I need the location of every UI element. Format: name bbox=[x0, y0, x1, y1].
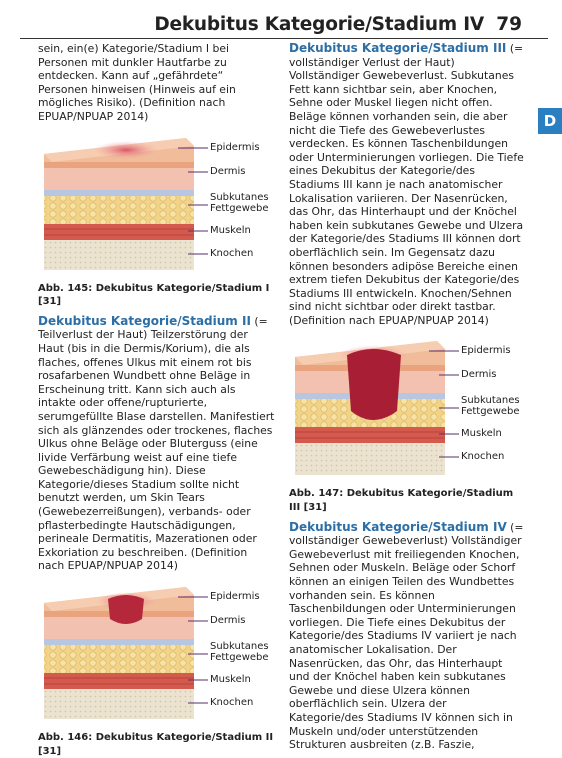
stage-2-paragraph bbox=[38, 315, 276, 573]
label-subcutis-1: Subkutanes bbox=[210, 191, 269, 203]
label-dermis: Dermis bbox=[210, 615, 246, 627]
label-muscle: Muskeln bbox=[210, 224, 251, 236]
label-subcutis-1: Subkutanes bbox=[461, 395, 520, 407]
label-bone: Knochen bbox=[210, 697, 254, 709]
stage-4-paragraph bbox=[289, 521, 524, 752]
label-dermis: Dermis bbox=[461, 369, 497, 381]
label-subcutis-2: Fettgewebe bbox=[210, 652, 269, 664]
label-subcutis-1: Subkutanes bbox=[210, 641, 269, 653]
running-title: Dekubitus Kategorie/Stadium IV bbox=[154, 14, 484, 35]
page-number: 79 bbox=[496, 14, 522, 35]
stage-3-heading: Dekubitus Kategorie/Stadium III bbox=[289, 41, 507, 55]
label-bone: Knochen bbox=[461, 451, 505, 463]
left-column bbox=[38, 42, 276, 758]
label-subcutis-2: Fettgewebe bbox=[461, 406, 520, 418]
label-epidermis: Epidermis bbox=[210, 141, 260, 153]
figure-145 bbox=[38, 130, 276, 280]
label-epidermis: Epidermis bbox=[461, 345, 511, 357]
right-column bbox=[289, 42, 524, 752]
caption-145: Abb. 145: Dekubitus Kategorie/Stadium I [31] bbox=[38, 282, 270, 308]
figure-147 bbox=[289, 333, 527, 485]
page-header bbox=[20, 8, 548, 39]
label-bone: Knochen bbox=[210, 247, 254, 259]
stage-3-paragraph bbox=[289, 42, 524, 327]
label-epidermis: Epidermis bbox=[210, 591, 260, 603]
stage-4-text: (= vollständiger Gewebeverlust) Vollständiger Gewebeverlust mit freiliegenden Knochen, Sehnen oder Muskeln. Beläge oder Schorf können an einigen Teilen des Wundbettes vorhanden sein. Es können Taschenbildungen oder Unterminierungen vorliegen. Die Tiefe eines Dekubitus der Kategorie/des Stadiums IV variiert je nach anatomischer Lokalisation. Der Nasenrücken, das Ohr, das Hinterhaupt und der Knöchel haben kein subkutanes Gewebe und diese Ulzera können oberflächlich sein. Ulzera der Kategorie/des Stadiums IV können sich in Muskeln und/oder unterstützenden Strukturen ausbreiten (z.B. Faszie, bbox=[289, 520, 524, 752]
chapter-tab[interactable]: D bbox=[538, 108, 562, 134]
label-muscle: Muskeln bbox=[210, 674, 251, 686]
label-subcutis-2: Fettgewebe bbox=[210, 202, 269, 214]
caption-146: Abb. 146: Dekubitus Kategorie/Stadium II [31] bbox=[38, 732, 274, 757]
stage-4-heading: Dekubitus Kategorie/Stadium IV bbox=[289, 519, 507, 534]
caption-147: Abb. 147: Dekubitus Kategorie/Stadium III [31] bbox=[289, 488, 514, 514]
stage-2-heading: Dekubitus Kategorie/Stadium II bbox=[38, 313, 251, 328]
label-dermis: Dermis bbox=[210, 165, 246, 177]
stage-3-text: (= vollständiger Verlust der Haut) Vollständiger Gewebeverlust. Subkutanes Fett kann sichtbar sein, aber Knochen, Sehne oder Muskel liegen nicht offen. Beläge können vorhanden sein, die aber nicht die Tiefe des Gewebeverlustes verdecken. Es können Taschenbildungen oder Unterminierungen vorliegen. Die Tiefe eines Dekubitus der Kategorie/des Stadiums III kann je nach anatomischer Lokalisation variieren. Der Nasenrücken, das Ohr, das Hinterhaupt und der Knöchel haben kein subkutanes Gewebe und Ulzera der Kategorie/des Stadiums III können dort oberflächlich sein. Im Gegensatz dazu können besonders adipöse Bereiche einen extrem tiefen Dekubitus der Kategorie/des Stadiums III entwickeln. Knochen/Sehnen sind nicht sichtbar oder direkt tastbar. (Definition nach EPUAP/NPUAP 2014) bbox=[289, 42, 524, 327]
stage-2-text: (= Teilverlust der Haut) Teilzerstörung der Haut (bis in die Dermis/Korium), die als flaches, offenes Ulkus mit einem rot bis rosafarbenen Wundbett ohne Beläge in Erscheinung tritt. Kann sich auch als intakte oder offene/rupturierte, serumgefüllte Blase darstellen. Manifestiert sich als glänzendes oder trockenes, flaches Ulkus ohne Beläge oder Bluterguss (eine livide Verfärbung weist auf eine tiefe Gewebeschädigung hin). Diese Kategorie/dieses Stadium sollte nicht benutzt werden, um Skin Tears (Gewebezerreißungen), verbands- oder pflasterbedingte Hautschädigungen, perineale Dermatitis, Mazerationen oder Exkoriation zu beschreiben. (Definition nach EPUAP/NPUAP 2014) bbox=[38, 314, 275, 573]
figure-146 bbox=[38, 579, 276, 729]
intro-paragraph: sein, ein(e) Kategorie/Stadium I bei Personen mit dunkler Hautfarbe zu entdecken. Kann auf „gefährdete“ Personen hinweisen (Hinweis auf ein mögliches Risiko). (Definition nach EPUAP/NPUAP 2014) bbox=[38, 42, 236, 123]
label-muscle: Muskeln bbox=[461, 428, 502, 440]
